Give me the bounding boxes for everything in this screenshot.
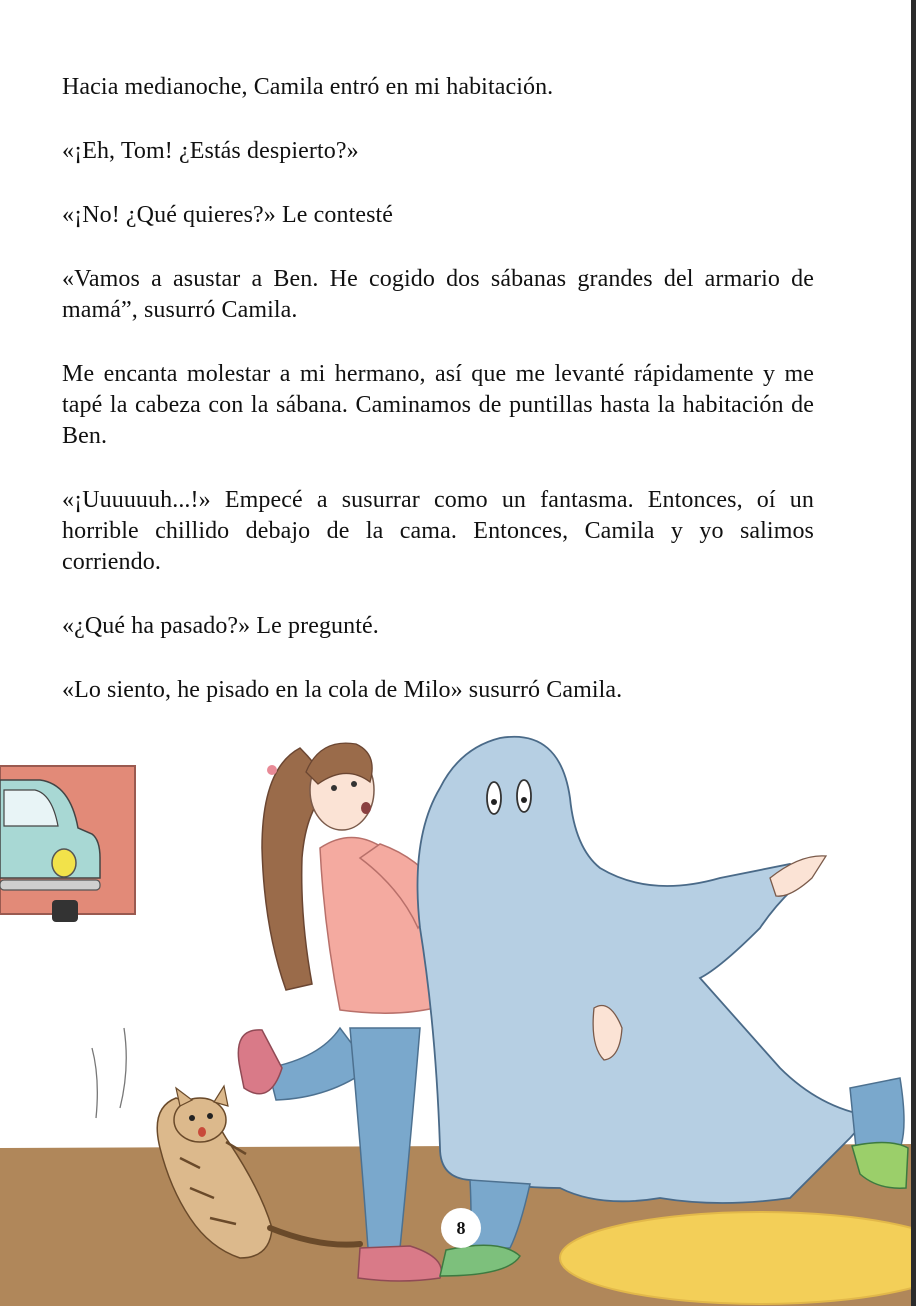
paragraph-4: «Vamos a asustar a Ben. He cogido dos sábanas grandes del armario de mamá”, susurró Camila. xyxy=(62,266,814,323)
paragraph-8: «Lo siento, he pisado en la cola de Milo» susurró Camila. xyxy=(62,677,623,703)
story-text xyxy=(62,72,814,739)
paragraph-6: «¡Uuuuuuh...!» Empecé a susurrar como un fantasma. Entonces, oí un horrible chillido debajo de la cama. Entonces, Camila y yo salimos corriendo. xyxy=(62,487,814,575)
paragraph-7: «¿Qué ha pasado?» Le pregunté. xyxy=(62,613,379,639)
page-edge xyxy=(911,0,916,1306)
paragraph-2: «¡Eh, Tom! ¿Estás despierto?» xyxy=(62,138,359,164)
paragraph-3: «¡No! ¿Qué quieres?» Le contesté xyxy=(62,202,394,228)
paragraph-5: Me encanta molestar a mi hermano, así que me levanté rápidamente y me tapé la cabeza con la sábana. Caminamos de puntillas hasta la habitación de Ben. xyxy=(62,361,814,449)
ghost-hand-right xyxy=(770,856,826,896)
ghost-sheet xyxy=(418,737,871,1203)
page-number: 8 xyxy=(441,1208,481,1248)
ghost-back-leg xyxy=(850,1078,904,1148)
girl-slipper-back xyxy=(238,1030,282,1094)
paragraph-1: Hacia medianoche, Camila entró en mi habitación. xyxy=(62,74,554,100)
car-picture xyxy=(0,766,135,922)
